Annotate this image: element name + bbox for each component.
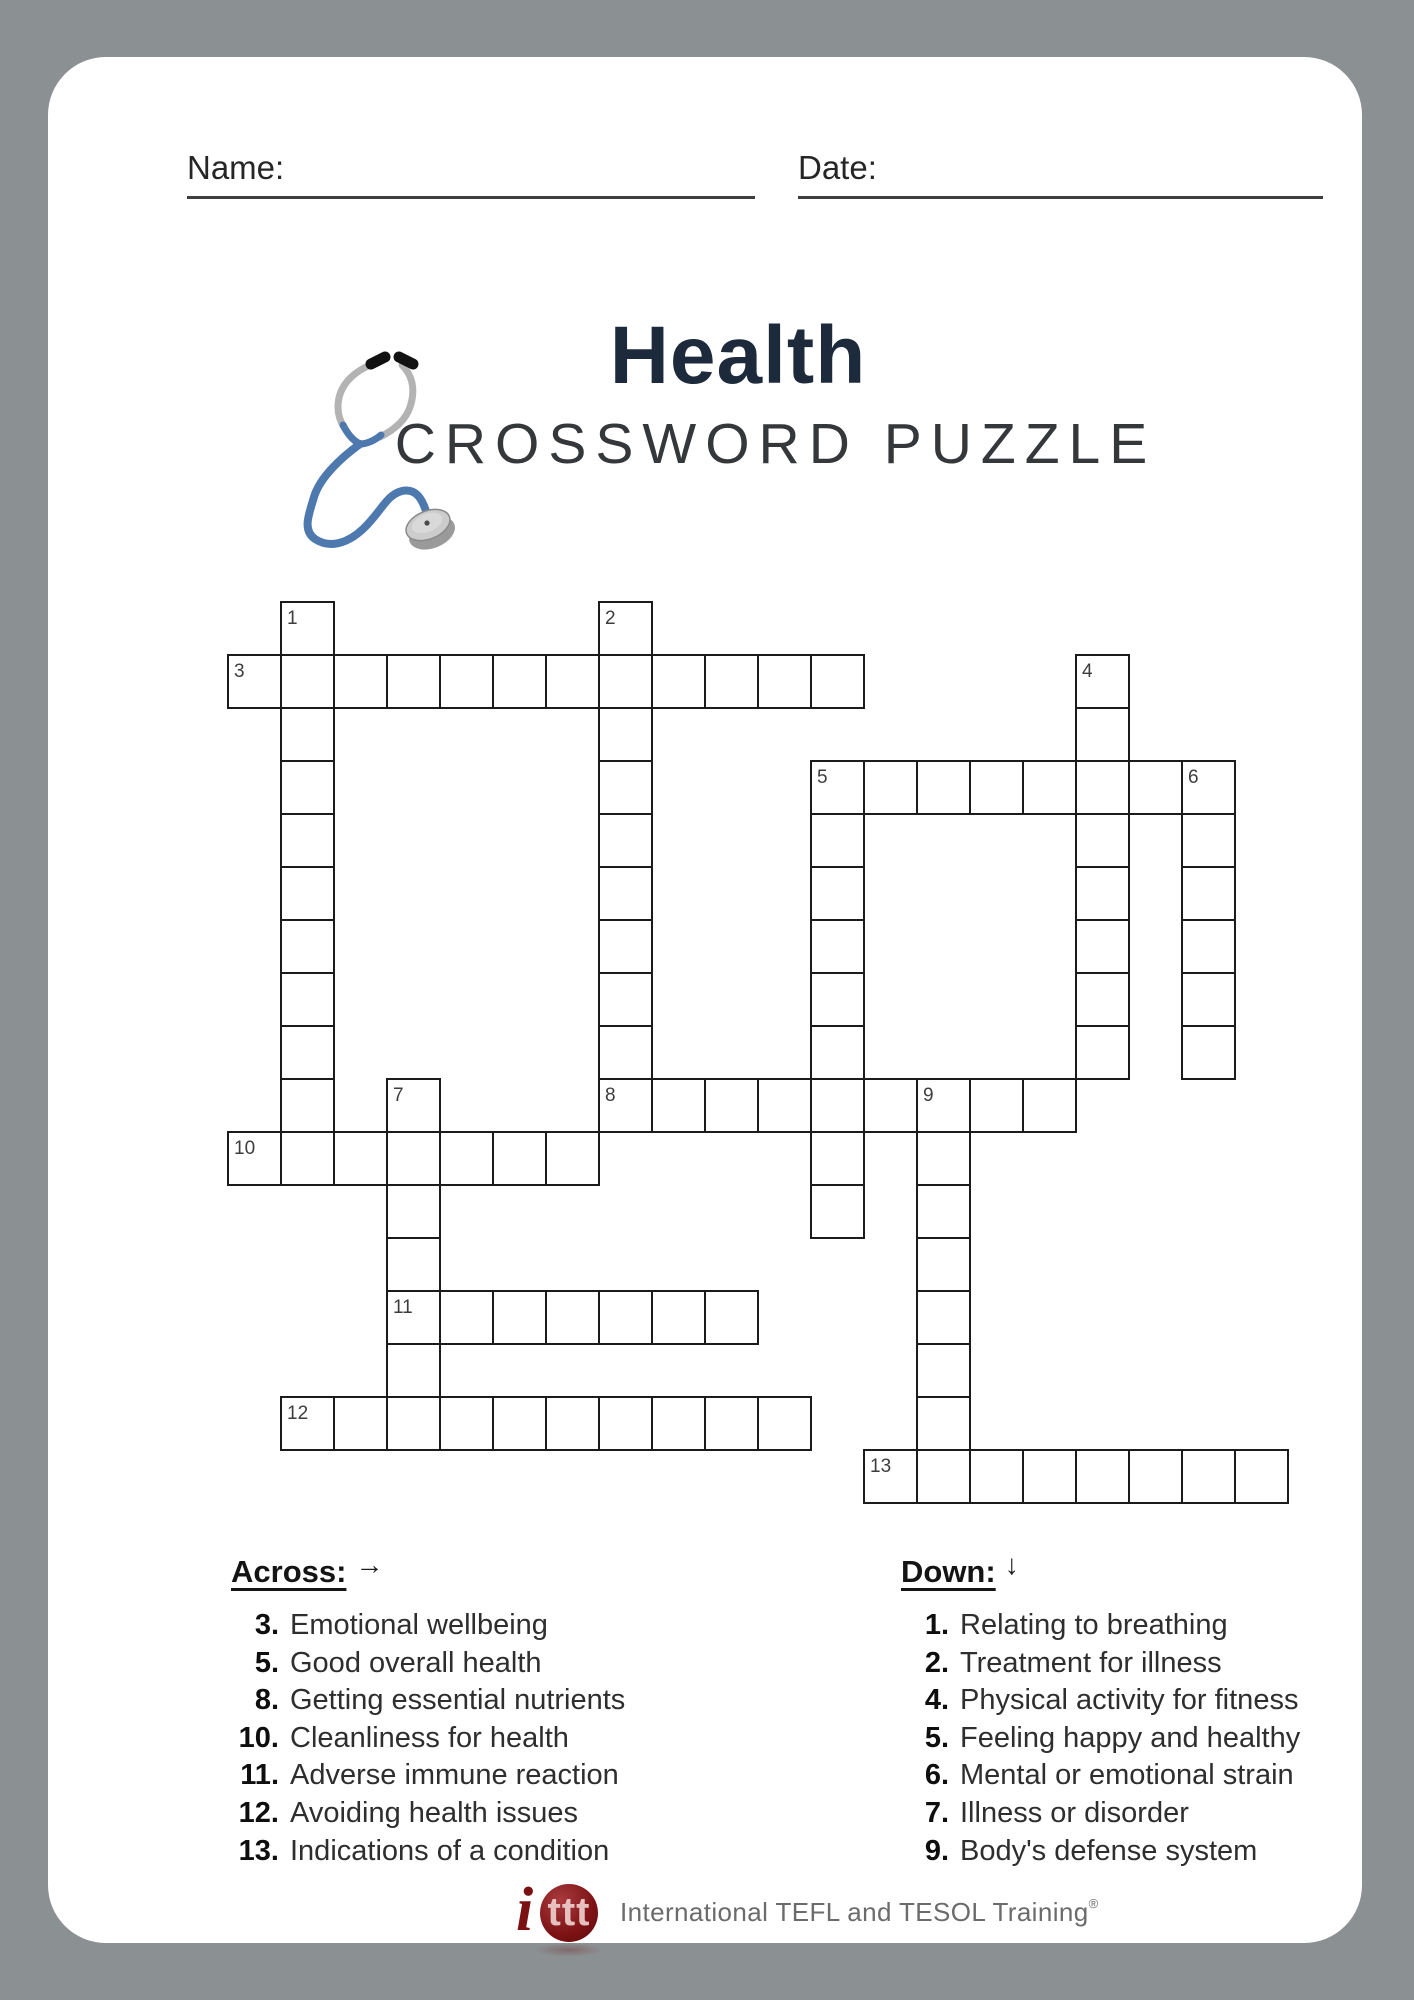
clue-item (901, 1645, 1414, 1683)
grid-cell[interactable] (1076, 708, 1129, 761)
grid-cell[interactable] (440, 1397, 493, 1450)
grid-cell[interactable] (334, 655, 387, 708)
grid-cell[interactable] (493, 1291, 546, 1344)
clue-number: 12. (238, 1796, 279, 1829)
grid-cell[interactable] (334, 1132, 387, 1185)
grid-cell[interactable] (652, 655, 705, 708)
crossword-grid[interactable] (226, 600, 1290, 1510)
grid-cell[interactable] (546, 1397, 599, 1450)
grid-cell[interactable] (864, 1079, 917, 1132)
registered-mark: ® (1088, 1896, 1099, 1911)
grid-cell[interactable] (811, 920, 864, 973)
cell-number: 12 (287, 1403, 309, 1424)
clue-text: Adverse immune reaction (290, 1759, 619, 1792)
cell-number: 1 (287, 608, 298, 629)
grid-cell[interactable] (1182, 814, 1235, 867)
grid-cell[interactable] (493, 1132, 546, 1185)
grid-cell[interactable] (281, 973, 334, 1026)
grid-cell[interactable] (1076, 814, 1129, 867)
grid-cell[interactable] (917, 1397, 970, 1450)
grid-cell[interactable] (599, 655, 652, 708)
down-clues-section (901, 1549, 1414, 1870)
grid-cell[interactable] (811, 1185, 864, 1238)
grid-cell[interactable] (599, 867, 652, 920)
grid-cell[interactable] (440, 655, 493, 708)
clue-text: Illness or disorder (960, 1796, 1189, 1829)
grid-cell[interactable] (281, 867, 334, 920)
clue-text: Indications of a condition (290, 1834, 610, 1867)
grid-cell[interactable] (281, 814, 334, 867)
clue-number: 5. (254, 1646, 279, 1679)
grid-cell[interactable] (546, 1132, 599, 1185)
grid-cell[interactable] (599, 814, 652, 867)
cell-number: 8 (605, 1085, 616, 1106)
grid-cell[interactable] (811, 814, 864, 867)
clue-text: Feeling happy and healthy (960, 1721, 1301, 1754)
clue-text: Getting essential nutrients (290, 1684, 626, 1717)
clue-text: Emotional wellbeing (290, 1609, 548, 1641)
grid-cell[interactable] (758, 1079, 811, 1132)
brand-text: International TEFL and TESOL Training® (620, 1896, 1099, 1927)
grid-cell[interactable] (652, 1397, 705, 1450)
grid-cell[interactable] (281, 761, 334, 814)
grid-cell[interactable] (705, 1397, 758, 1450)
grid-cell[interactable] (1129, 761, 1182, 814)
grid-cell[interactable] (1182, 867, 1235, 920)
grid-cell[interactable] (705, 1079, 758, 1132)
grid-cell[interactable] (758, 655, 811, 708)
name-field-line[interactable] (187, 196, 755, 199)
grid-cell[interactable] (493, 655, 546, 708)
grid-cell[interactable] (705, 1291, 758, 1344)
grid-cell[interactable] (546, 655, 599, 708)
clue-text: Body's defense system (960, 1834, 1258, 1867)
grid-cell[interactable] (599, 1397, 652, 1450)
grid-cell[interactable] (917, 1450, 970, 1503)
clue-text: Relating to breathing (960, 1609, 1228, 1641)
clue-number: 6. (924, 1759, 949, 1792)
down-heading: Down: (901, 1554, 996, 1589)
grid-cell[interactable] (599, 1026, 652, 1079)
grid-cell[interactable] (387, 1185, 440, 1238)
grid-cell[interactable] (1076, 920, 1129, 973)
grid-cell[interactable] (811, 1132, 864, 1185)
grid-cell[interactable] (281, 1132, 334, 1185)
grid-cell[interactable] (811, 655, 864, 708)
grid-cell[interactable] (970, 1450, 1023, 1503)
grid-cell[interactable] (281, 655, 334, 708)
clue-item (901, 1795, 1414, 1833)
grid-cell[interactable] (1129, 1450, 1182, 1503)
grid-cell[interactable] (281, 1026, 334, 1079)
clue-text: Avoiding health issues (290, 1796, 579, 1829)
grid-cell[interactable] (493, 1397, 546, 1450)
grid-cell[interactable] (970, 1079, 1023, 1132)
clue-number: 9. (924, 1834, 949, 1867)
across-clue-list (231, 1607, 791, 1870)
clue-text: Treatment for illness (960, 1646, 1222, 1679)
grid-cell[interactable] (281, 1079, 334, 1132)
logo-reflection (534, 1943, 604, 1957)
clue-item (901, 1682, 1414, 1720)
grid-cell[interactable] (970, 761, 1023, 814)
clue-item (231, 1645, 791, 1683)
grid-cell[interactable] (599, 761, 652, 814)
cell-number: 13 (870, 1456, 892, 1477)
grid-cell[interactable] (599, 1291, 652, 1344)
grid-cell[interactable] (1235, 1450, 1288, 1503)
page-subtitle: CROSSWORD PUZZLE (394, 412, 1157, 476)
cell-number: 4 (1082, 661, 1093, 682)
grid-cell[interactable] (1076, 867, 1129, 920)
logo-i-letter: i (516, 1876, 534, 1944)
cell-number: 7 (393, 1085, 404, 1106)
clue-number: 2. (924, 1646, 949, 1679)
cell-number: 5 (817, 767, 828, 788)
clue-item (231, 1833, 791, 1871)
clue-number: 13. (238, 1834, 279, 1867)
grid-cell[interactable] (599, 973, 652, 1026)
ittt-logo-icon (540, 1884, 598, 1942)
grid-cell[interactable] (1023, 761, 1076, 814)
cell-number: 11 (393, 1297, 413, 1318)
down-arrow-icon: ↓ (1004, 1549, 1019, 1580)
grid-cell[interactable] (811, 1079, 864, 1132)
grid-cell[interactable] (917, 1291, 970, 1344)
grid-cell[interactable] (440, 1132, 493, 1185)
grid-cell[interactable] (1076, 973, 1129, 1026)
across-clues-section (231, 1549, 791, 1870)
clue-number: 10. (238, 1721, 279, 1754)
clue-number: 1. (924, 1609, 949, 1641)
clue-number: 7. (924, 1796, 949, 1829)
clue-number: 8. (254, 1684, 279, 1717)
grid-cell[interactable] (1076, 1450, 1129, 1503)
grid-cell[interactable] (599, 920, 652, 973)
cell-number: 2 (605, 608, 616, 629)
grid-cell[interactable] (281, 708, 334, 761)
grid-cell[interactable] (1076, 761, 1129, 814)
grid-cell[interactable] (546, 1291, 599, 1344)
grid-cell[interactable] (917, 1185, 970, 1238)
clue-text: Mental or emotional strain (960, 1759, 1294, 1792)
clue-number: 3. (254, 1609, 279, 1641)
grid-cell[interactable] (652, 1291, 705, 1344)
clue-item (231, 1682, 791, 1720)
cell-number: 6 (1188, 767, 1199, 788)
cell-number: 3 (234, 661, 245, 682)
grid-cell[interactable] (1076, 1026, 1129, 1079)
cell-number: 9 (923, 1085, 934, 1106)
page-title: Health (609, 310, 867, 401)
clue-item (231, 1607, 791, 1645)
grid-cell[interactable] (387, 1238, 440, 1291)
clue-text: Physical activity for fitness (960, 1684, 1299, 1717)
clue-number: 11. (240, 1759, 279, 1792)
clue-item (231, 1757, 791, 1795)
grid-cell[interactable] (1182, 973, 1235, 1026)
grid-cell[interactable] (811, 867, 864, 920)
grid-cell[interactable] (811, 973, 864, 1026)
clue-item (231, 1795, 791, 1833)
date-label: Date: (798, 149, 877, 186)
grid-cell[interactable] (387, 1132, 440, 1185)
grid-cell[interactable] (864, 761, 917, 814)
grid-cell[interactable] (1182, 920, 1235, 973)
grid-cell[interactable] (387, 655, 440, 708)
clue-item (901, 1833, 1414, 1871)
grid-cell[interactable] (917, 761, 970, 814)
grid-cell[interactable] (281, 920, 334, 973)
grid-cell[interactable] (758, 1397, 811, 1450)
name-label: Name: (187, 149, 285, 186)
grid-cell[interactable] (1182, 1026, 1235, 1079)
grid-cell[interactable] (1023, 1079, 1076, 1132)
grid-cell[interactable] (599, 708, 652, 761)
clue-number: 4. (924, 1684, 949, 1717)
grid-cell[interactable] (334, 1397, 387, 1450)
clue-number: 5. (924, 1721, 949, 1754)
grid-cell[interactable] (811, 1026, 864, 1079)
grid-cell[interactable] (1182, 1450, 1235, 1503)
across-arrow-icon: → (355, 1549, 384, 1580)
clue-item (901, 1757, 1414, 1795)
clue-text: Cleanliness for health (290, 1721, 569, 1754)
across-heading: Across: (231, 1554, 347, 1589)
grid-cell[interactable] (652, 1079, 705, 1132)
grid-cell[interactable] (917, 1344, 970, 1397)
grid-cell[interactable] (440, 1291, 493, 1344)
grid-cell[interactable] (917, 1132, 970, 1185)
grid-cell[interactable] (387, 1344, 440, 1397)
grid-cell[interactable] (705, 655, 758, 708)
date-field-line[interactable] (798, 196, 1323, 199)
worksheet-card (48, 57, 1362, 1943)
logo-ttt-letters: ttt (547, 1890, 591, 1934)
clue-item (231, 1720, 791, 1758)
cell-number: 10 (234, 1138, 256, 1159)
grid-cell[interactable] (1023, 1450, 1076, 1503)
clue-text: Good overall health (290, 1646, 542, 1679)
clue-item (901, 1720, 1414, 1758)
clue-item (901, 1607, 1414, 1645)
down-clue-list (901, 1607, 1414, 1870)
grid-cell[interactable] (917, 1238, 970, 1291)
grid-cell[interactable] (387, 1397, 440, 1450)
